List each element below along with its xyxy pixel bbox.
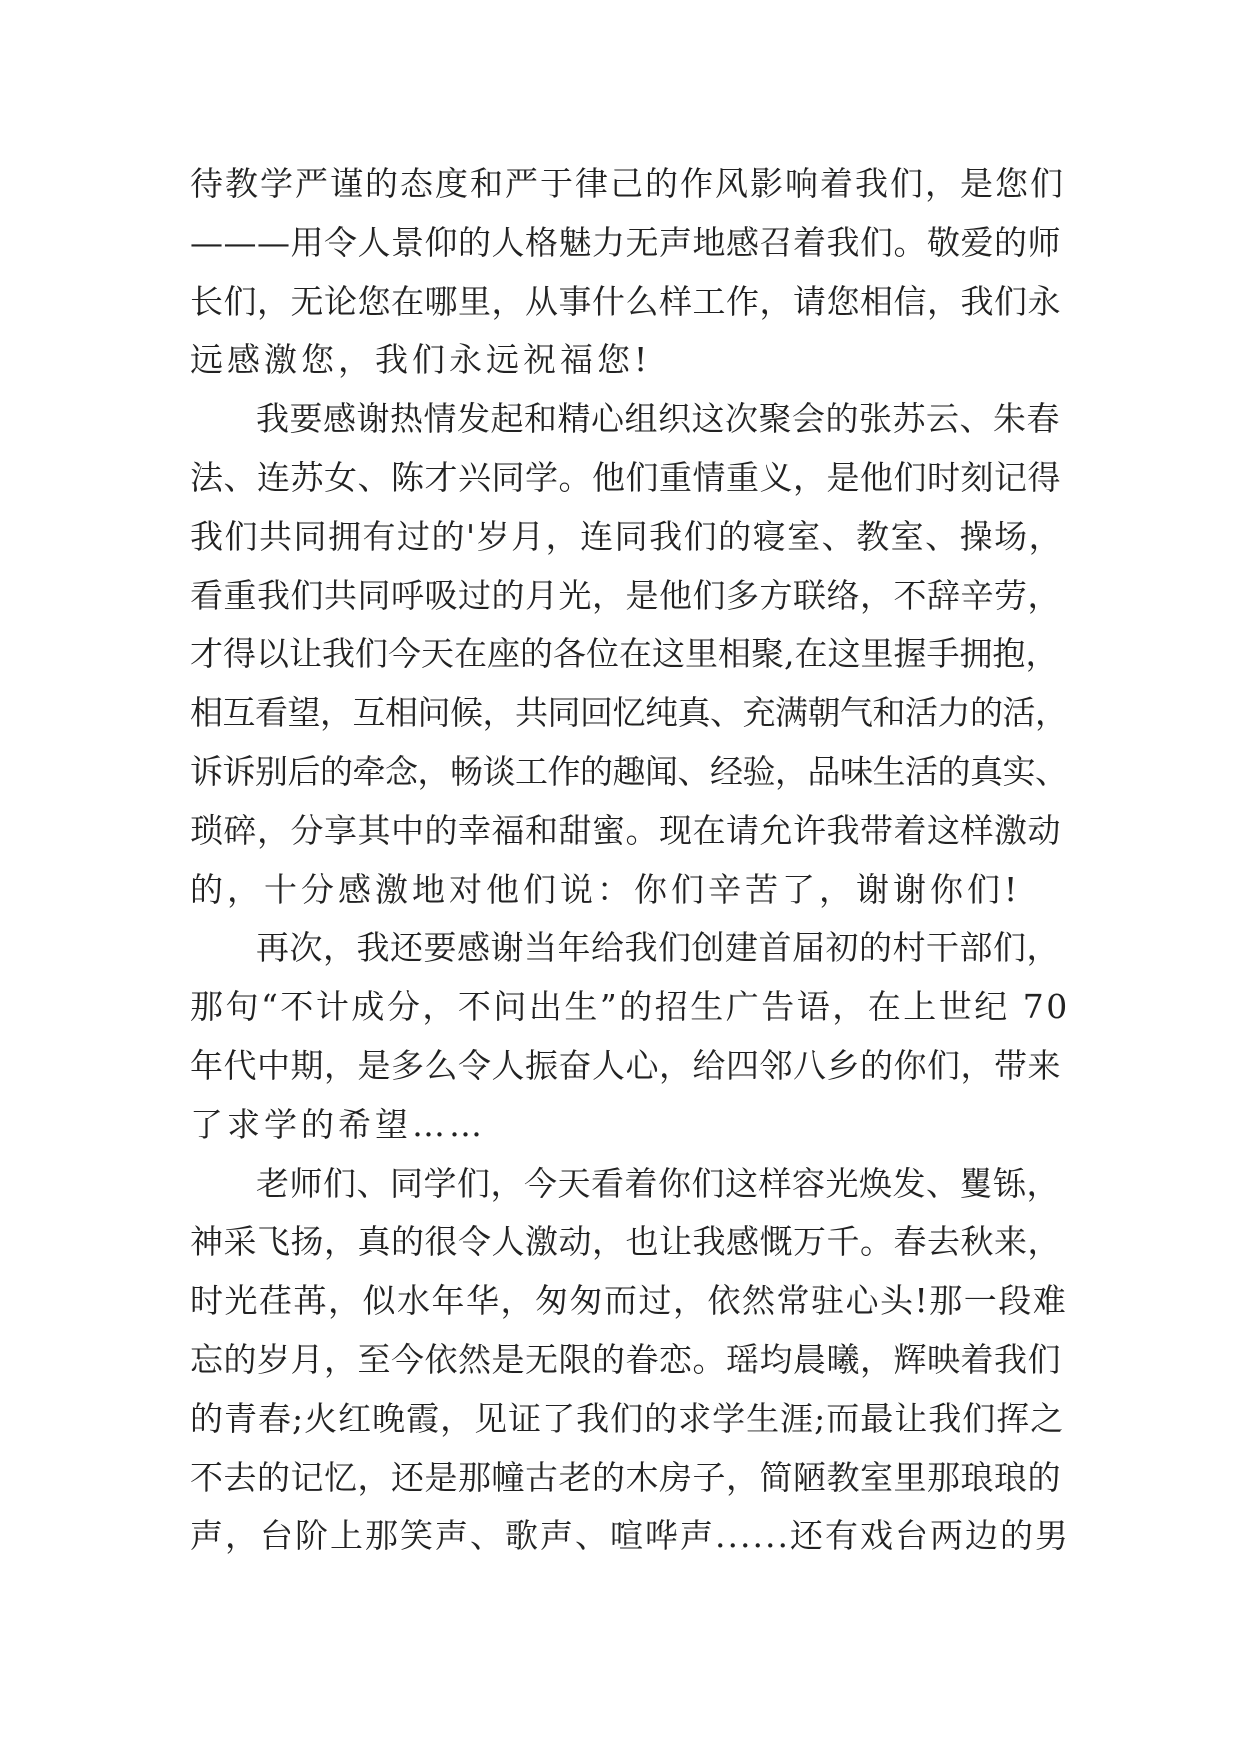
text-line: 那句“不计成分，不问出生”的招生广告语，在上世纪 70 xyxy=(190,987,1070,1027)
text-line: 时光荏苒，似水年华，匆匆而过，依然常驻心头!那一段难 xyxy=(190,1281,1068,1321)
text-line: 远感激您，我们永远祝福您! xyxy=(190,340,652,380)
text-line: 神采飞扬，真的很令人激动，也让我感慨万千。春去秋来， xyxy=(190,1222,1061,1262)
text-line: 不去的记忆，还是那幢古老的木房子，简陋教室里那琅琅的 xyxy=(190,1457,1061,1497)
document-body xyxy=(190,155,1070,1566)
text-line: 声，台阶上那笑声、歌声、喧哗声......还有戏台两边的男 xyxy=(190,1516,1070,1556)
paragraph xyxy=(190,390,1070,919)
text-line: 琐碎，分享其中的幸福和甜蜜。现在请允许我带着这样激动 xyxy=(190,810,1061,850)
text-line: 年代中期，是多么令人振奋人心，给四邻八乡的你们，带来 xyxy=(190,1045,1061,1085)
text-line: 的，十分感激地对他们说：你们辛苦了，谢谢你们! xyxy=(190,869,1022,909)
text-line: 看重我们共同呼吸过的月光，是他们多方联络，不辞辛劳， xyxy=(190,575,1061,615)
text-line: 法、连苏女、陈才兴同学。他们重情重义，是他们时刻记得 xyxy=(190,457,1061,497)
text-line: 我要感谢热情发起和精心组织这次聚会的张苏云、朱春 xyxy=(256,399,1060,439)
text-line: 才得以让我们今天在座的各位在这里相聚,在这里握手拥抱， xyxy=(190,634,1059,674)
paragraph xyxy=(190,919,1070,1154)
text-line: 了求学的希望…… xyxy=(190,1104,486,1144)
paragraph xyxy=(190,155,1070,390)
text-line: ———用令人景仰的人格魅力无声地感召着我们。敬爱的师 xyxy=(190,222,1061,262)
text-line: 待教学严谨的态度和严于律己的作风影响着我们，是您们 xyxy=(190,164,1065,203)
text-line: 老师们、同学们，今天看着你们这样容光焕发、矍铄， xyxy=(256,1163,1060,1203)
text-line: 的青春;火红晚霞，见证了我们的求学生涯;而最让我们挥之 xyxy=(190,1398,1065,1438)
text-line: 长们，无论您在哪里，从事什么样工作，请您相信，我们永 xyxy=(190,281,1061,321)
text-line: 忘的岁月，至今依然是无限的眷恋。瑶均晨曦，辉映着我们 xyxy=(190,1339,1061,1379)
text-line: 再次，我还要感谢当年给我们创建首届初的村干部们， xyxy=(256,928,1060,968)
text-line: 诉诉别后的牵念，畅谈工作的趣闻、经验，品味生活的真实、 xyxy=(190,751,1068,791)
text-line: 相互看望，互相问候，共同回忆纯真、充满朝气和活力的活， xyxy=(190,693,1068,733)
paragraph xyxy=(190,1155,1070,1567)
text-line: 我们共同拥有过的'岁月，连同我们的寝室、教室、操场， xyxy=(190,516,1064,556)
